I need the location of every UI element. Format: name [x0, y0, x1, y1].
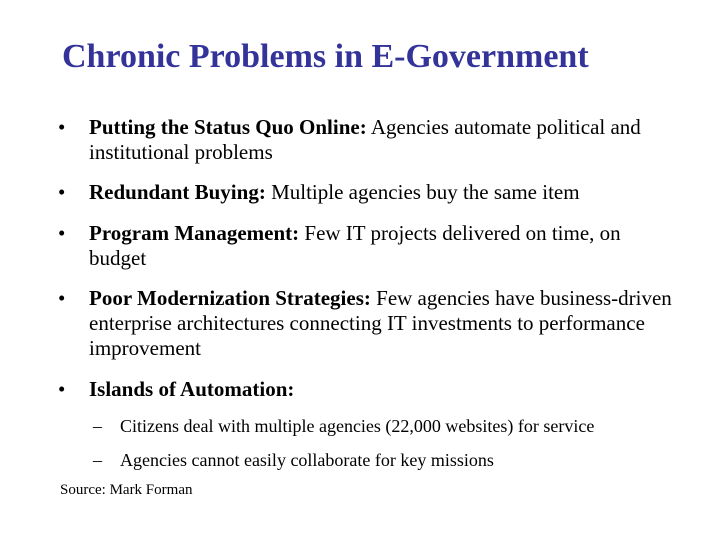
bullet-text: Few agencies have business-driven enterprise architectures connecting IT investments to performance improvement: [89, 286, 672, 360]
bullet-lead: Putting the Status Quo Online:: [89, 115, 367, 139]
source-note: Source: Mark Forman: [60, 482, 193, 498]
bullet-lead: Redundant Buying:: [89, 180, 266, 204]
sub-bullet-marker: –: [93, 416, 102, 436]
slide-title: Chronic Problems in E-Government: [62, 38, 589, 75]
bullet-body: [89, 377, 678, 402]
bullet-body: [89, 286, 678, 361]
bullet-body: [89, 115, 678, 165]
bullet-lead: Program Management:: [89, 221, 300, 245]
bullet-text: Agencies automate political and institutional problems: [89, 115, 641, 164]
bullet-modernization: [58, 286, 678, 361]
bullet-islands: [58, 377, 678, 402]
sub-bullet-marker: –: [93, 450, 102, 470]
bullet-redundant-buying: [58, 180, 678, 205]
bullet-marker: •: [58, 377, 66, 401]
sub-bullet-text: Agencies cannot easily collaborate for key missions: [120, 450, 494, 470]
bullet-body: [89, 221, 678, 271]
bullet-marker: •: [58, 180, 66, 204]
bullet-text: Few IT projects delivered on time, on budget: [89, 221, 621, 270]
bullet-status-quo: [58, 115, 678, 165]
bullet-text: Multiple agencies buy the same item: [271, 180, 580, 204]
bullet-body: [89, 180, 678, 205]
bullet-marker: •: [58, 221, 66, 245]
bullet-marker: •: [58, 286, 66, 310]
sub-bullet-collaborate: [93, 449, 693, 471]
sub-bullet-text: Citizens deal with multiple agencies (22,000 websites) for service: [120, 416, 595, 436]
bullet-program-management: [58, 221, 678, 271]
bullet-lead: Islands of Automation:: [89, 377, 295, 401]
sub-bullet-citizens: [93, 415, 693, 437]
bullet-lead: Poor Modernization Strategies:: [89, 286, 371, 310]
bullet-marker: •: [58, 115, 66, 139]
